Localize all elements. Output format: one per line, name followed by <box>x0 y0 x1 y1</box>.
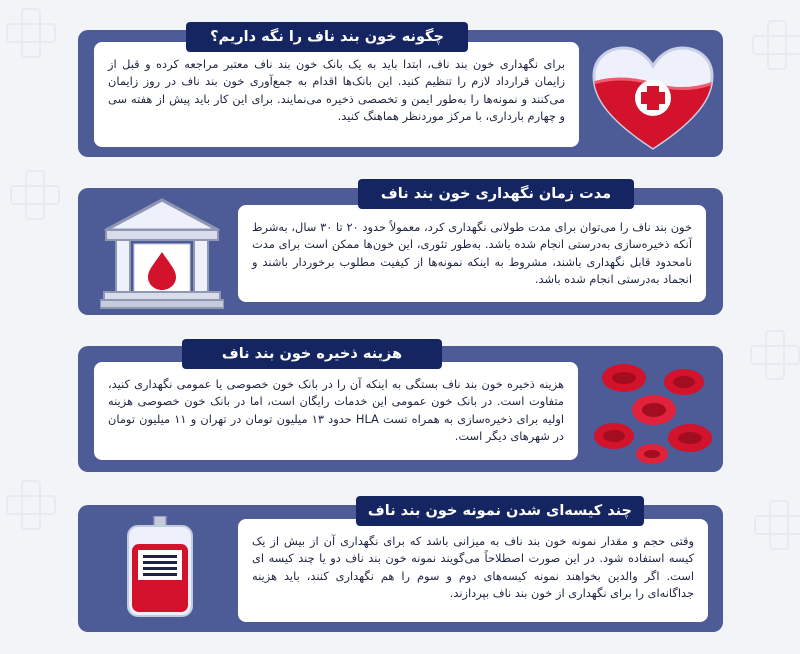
background-cross-icon <box>6 8 52 54</box>
section-title-storage-cost: هزینه ذخیره خون بند ناف <box>182 339 442 369</box>
section-body-storage-cost: هزینه ذخیره خون بند ناف بستگی به اینکه آن را در بانک خون خصوصی یا عمومی نگهداری کنید، متفاوت است. در بانک خون عمومی این خدمات رایگان است، اما در بانک خون خصوصی هزینه اولیه برای ذخیره‌سازی به همراه تست HLA حدود ۱۳ میلیون تومان در تهران و ۱۱ میلیون تومان در شهرهای دیگر است. <box>94 362 578 460</box>
section-body-storage-duration: خون بند ناف را می‌توان برای مدت طولانی نگهداری کرد، معمولاً حدود ۲۰ تا ۳۰ سال، به‌شرط آنکه ذخیره‌سازی به‌درستی انجام شده باشد. به‌طور تئوری، این خون‌ها ممکن است برای مدت نامحدود قابل نگهداری باشند، مشروط به اینکه نمونه‌ها از کیفیت مطلوب برخوردار باشند و انجماد به‌درستی انجام شده باشد. <box>238 205 706 302</box>
section-title-storage-method: چگونه خون بند ناف را نگه داریم؟ <box>186 22 468 52</box>
section-body-storage-method: برای نگهداری خون بند ناف، ابتدا باید به یک بانک خون بند ناف معتبر مراجعه کرده و قبل از زایمان قرارداد لازم را تنظیم کنید. این بانک‌ها اقدام به جمع‌آوری خون بند ناف در روز زایمان می‌کنند و نمونه‌ها را به‌طور ایمن و تخصصی ذخیره می‌نمایند. برای این کار باید پیش از هفته سی و چهارم بارداری، با مرکز موردنظر هماهنگ کنید. <box>94 42 579 147</box>
background-cross-icon <box>750 330 796 376</box>
section-body-multi-bag: وقتی حجم و مقدار نمونه خون بند ناف به میزانی باشد که برای نگهداری آن از بیش از یک کیسه استفاده شود. در این صورت اصطلاحاً می‌گویند نمونه خون بند ناف دو یا چند کیسه ای است. اگر والدین بخواهند نمونه کیسه‌های دوم و سوم را هم نگهداری کنند، باید هزینه جداگانه‌ای را برای نگهداری از خون بند ناف بپردازند. <box>238 519 708 622</box>
background-cross-icon <box>754 500 800 546</box>
section-title-storage-duration: مدت زمان نگهداری خون بند ناف <box>358 179 634 209</box>
background-cross-icon <box>6 480 52 526</box>
background-cross-icon <box>752 20 798 66</box>
blood-heart-icon <box>590 44 716 154</box>
blood-bag-icon <box>124 516 196 620</box>
background-cross-icon <box>10 170 56 216</box>
blood-bank-icon <box>100 196 224 310</box>
section-title-multi-bag: چند کیسه‌ای شدن نمونه خون بند ناف <box>356 496 644 526</box>
red-blood-cells-icon <box>586 352 718 468</box>
